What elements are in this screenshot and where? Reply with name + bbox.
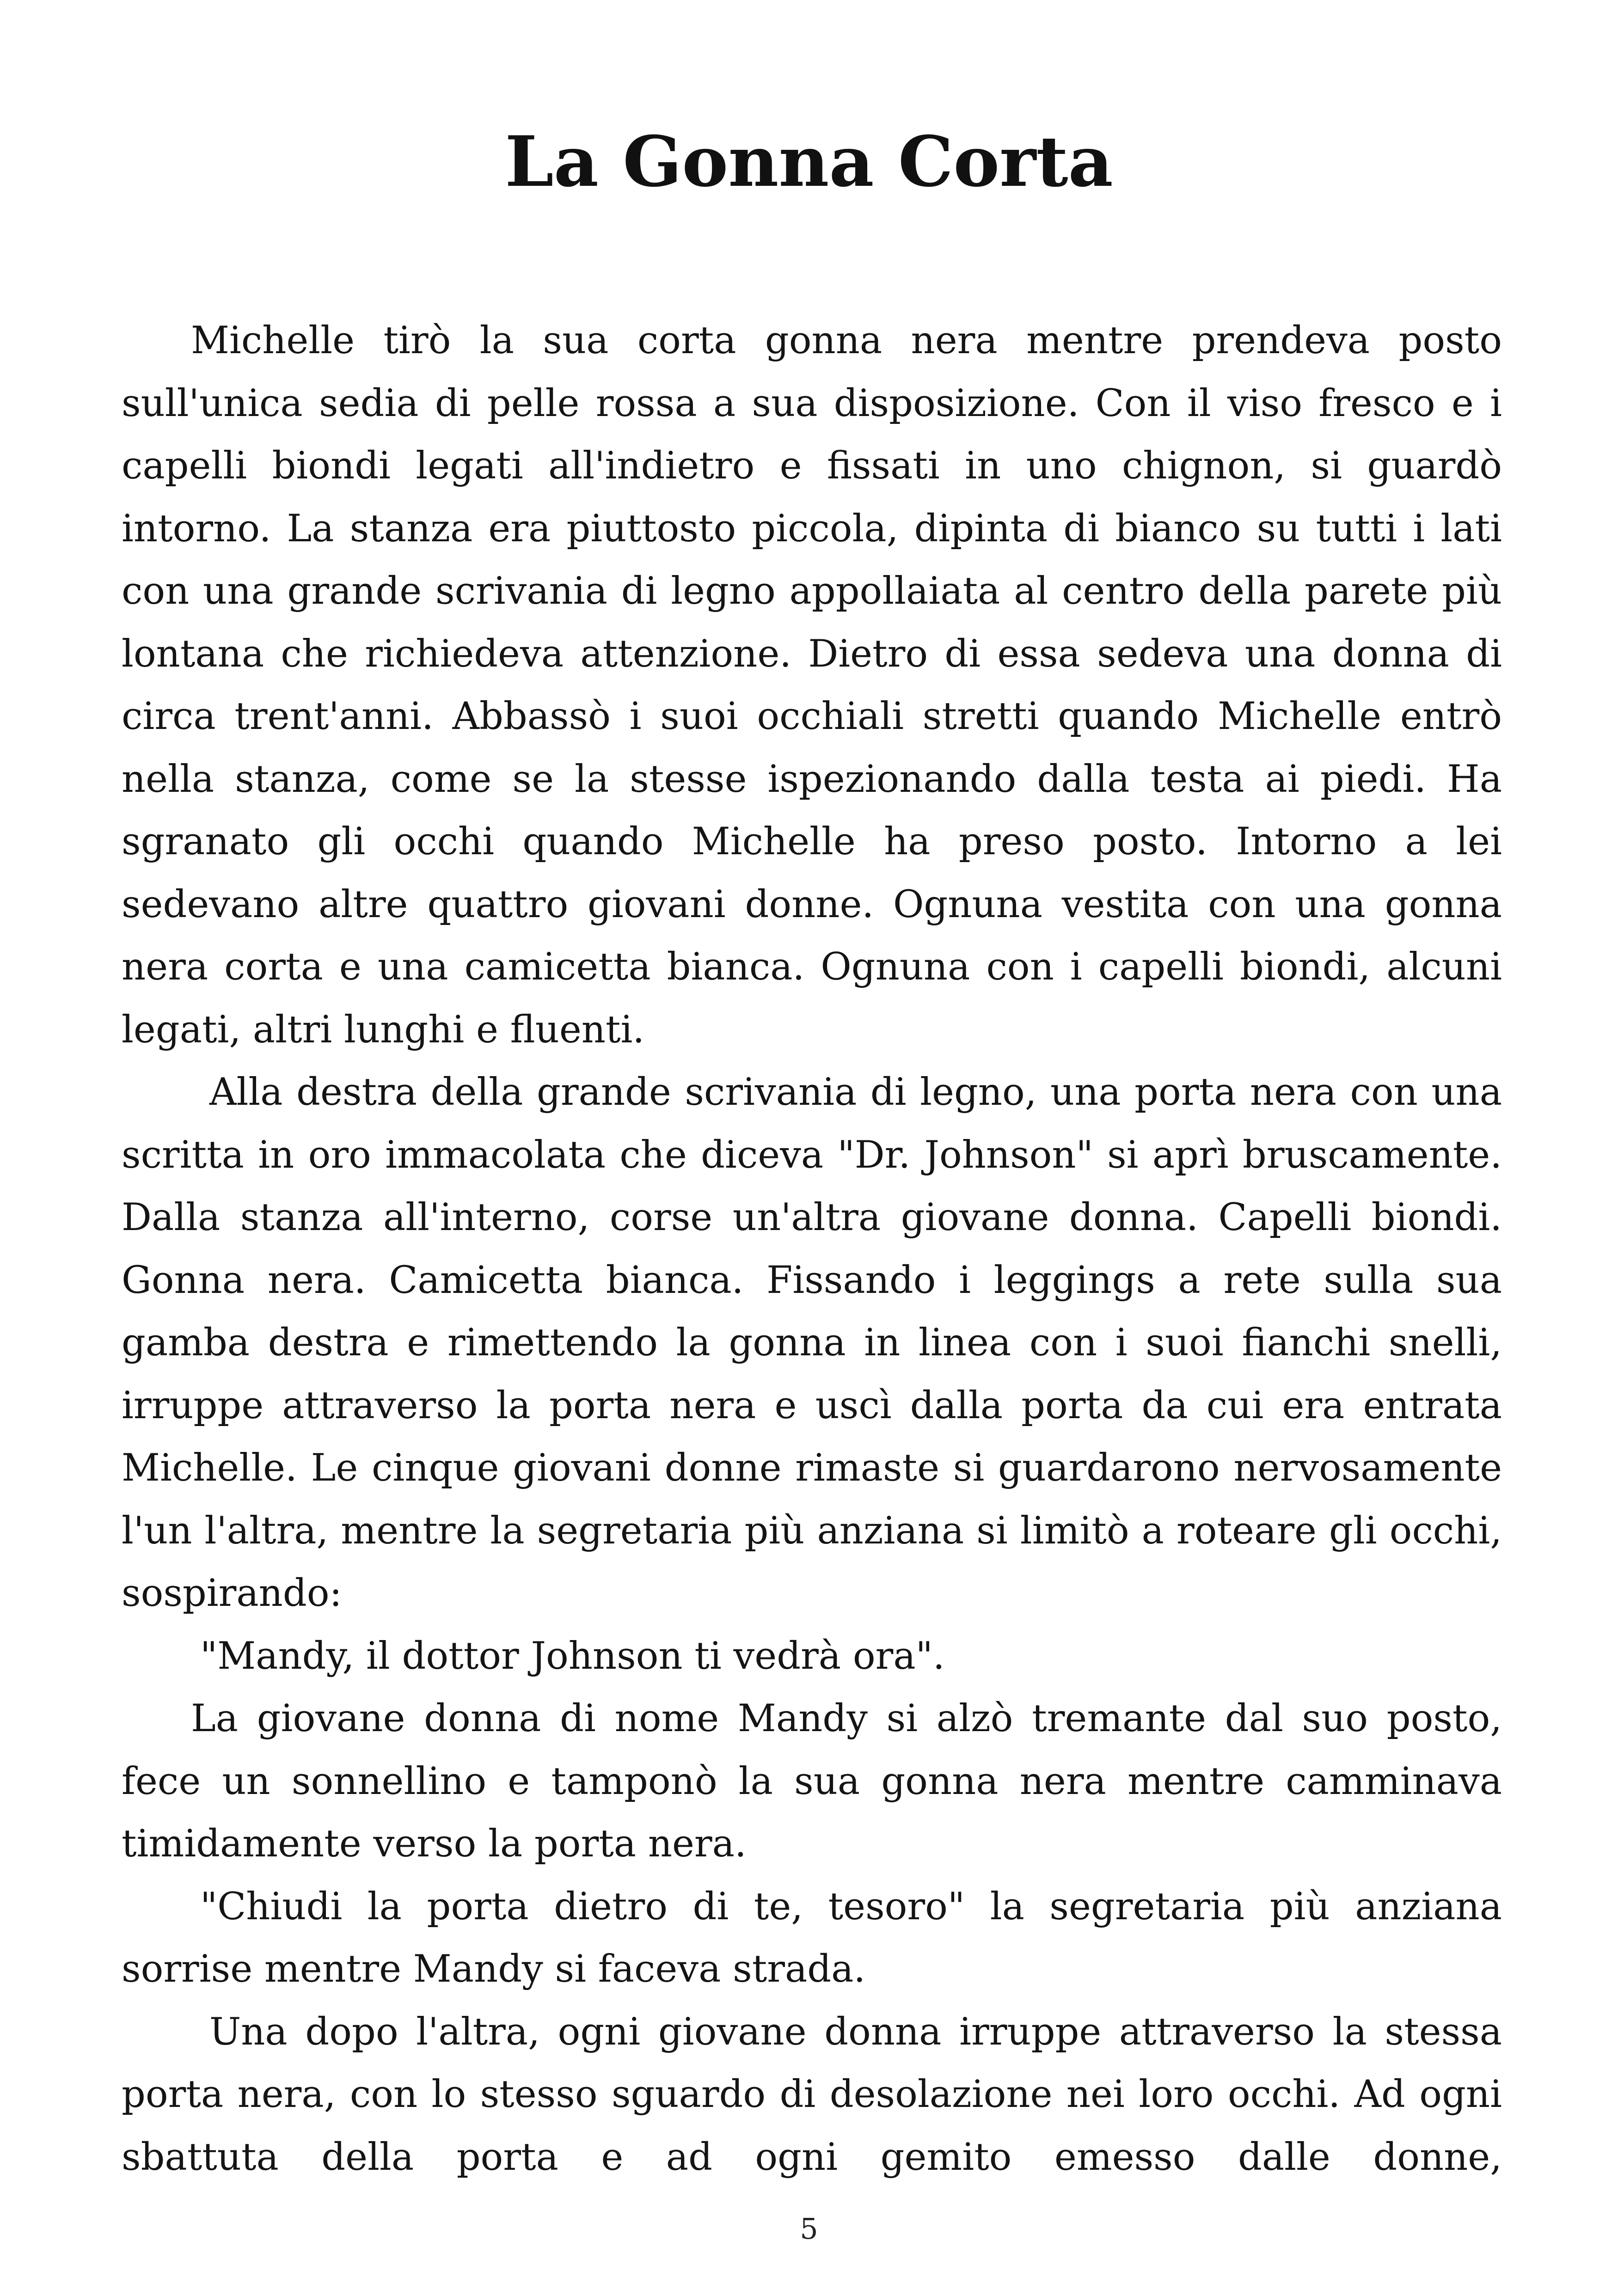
chapter-body xyxy=(122,310,1502,2189)
page-number: 5 xyxy=(800,2212,818,2246)
paragraph: La giovane donna di nome Mandy si alzò tremante dal suo posto, fece un sonnellino e tamponò la sua gonna nera mentre camminava timidamente verso la porta nera. xyxy=(122,1697,1502,1866)
paragraph: "Chiudi la porta dietro di te, tesoro" la segretaria più anziana sorrise mentre Mandy si faceva strada. xyxy=(122,1885,1502,1991)
paragraph: Michelle tirò la sua corta gonna nera mentre prendeva posto sull'unica sedia di pelle rossa a sua disposizione. Con il viso fresco e i capelli biondi legati all'indietro e fissati in uno chignon, si guardò intorno. La stanza era piuttosto piccola, dipinta di bianco su tutti i lati con una grande scrivania di legno appollaiata al centro della parete più lontana che richiedeva attenzione. Dietro di essa sedeva una donna di circa trent'anni. Abbassò i suoi occhiali stretti quando Michelle entrò nella stanza, come se la stesse ispezionando dalla testa ai piedi. Ha sgranato gli occhi quando Michelle ha preso posto. Intorno a lei sedevano altre quattro giovani donne. Ognuna vestita con una gonna nera corta e una camicetta bianca. Ognuna con i capelli biondi, alcuni legati, altri lunghi e fluenti. xyxy=(122,319,1502,1052)
paragraph-last: Una dopo l'altra, ogni giovane donna irruppe attraverso la stessa porta nera, con lo stesso sguardo di desolazione nei loro occhi. Ad ogni sbattuta della porta e ad ogni gemito emesso dalle donne, xyxy=(122,2010,1502,2179)
chapter-title: La Gonna Corta xyxy=(505,121,1113,202)
paragraph: "Mandy, il dottor Johnson ti vedrà ora". xyxy=(200,1634,945,1678)
paragraph: Alla destra della grande scrivania di legno, una porta nera con una scritta in oro immacolata che diceva "Dr. Johnson" si aprì bruscamente. Dalla stanza all'interno, corse un'altra giovane donna. Capelli biondi. Gonna nera. Camicetta bianca. Fissando i leggings a rete sulla sua gamba destra e rimettendo la gonna in linea con i suoi fianchi snelli, irruppe attraverso la porta nera e uscì dalla porta da cui era entrata Michelle. Le cinque giovani donne rimaste si guardarono nervosamente l'un l'altra, mentre la segretaria più anziana si limitò a roteare gli occhi, sospirando: xyxy=(122,1071,1502,1615)
